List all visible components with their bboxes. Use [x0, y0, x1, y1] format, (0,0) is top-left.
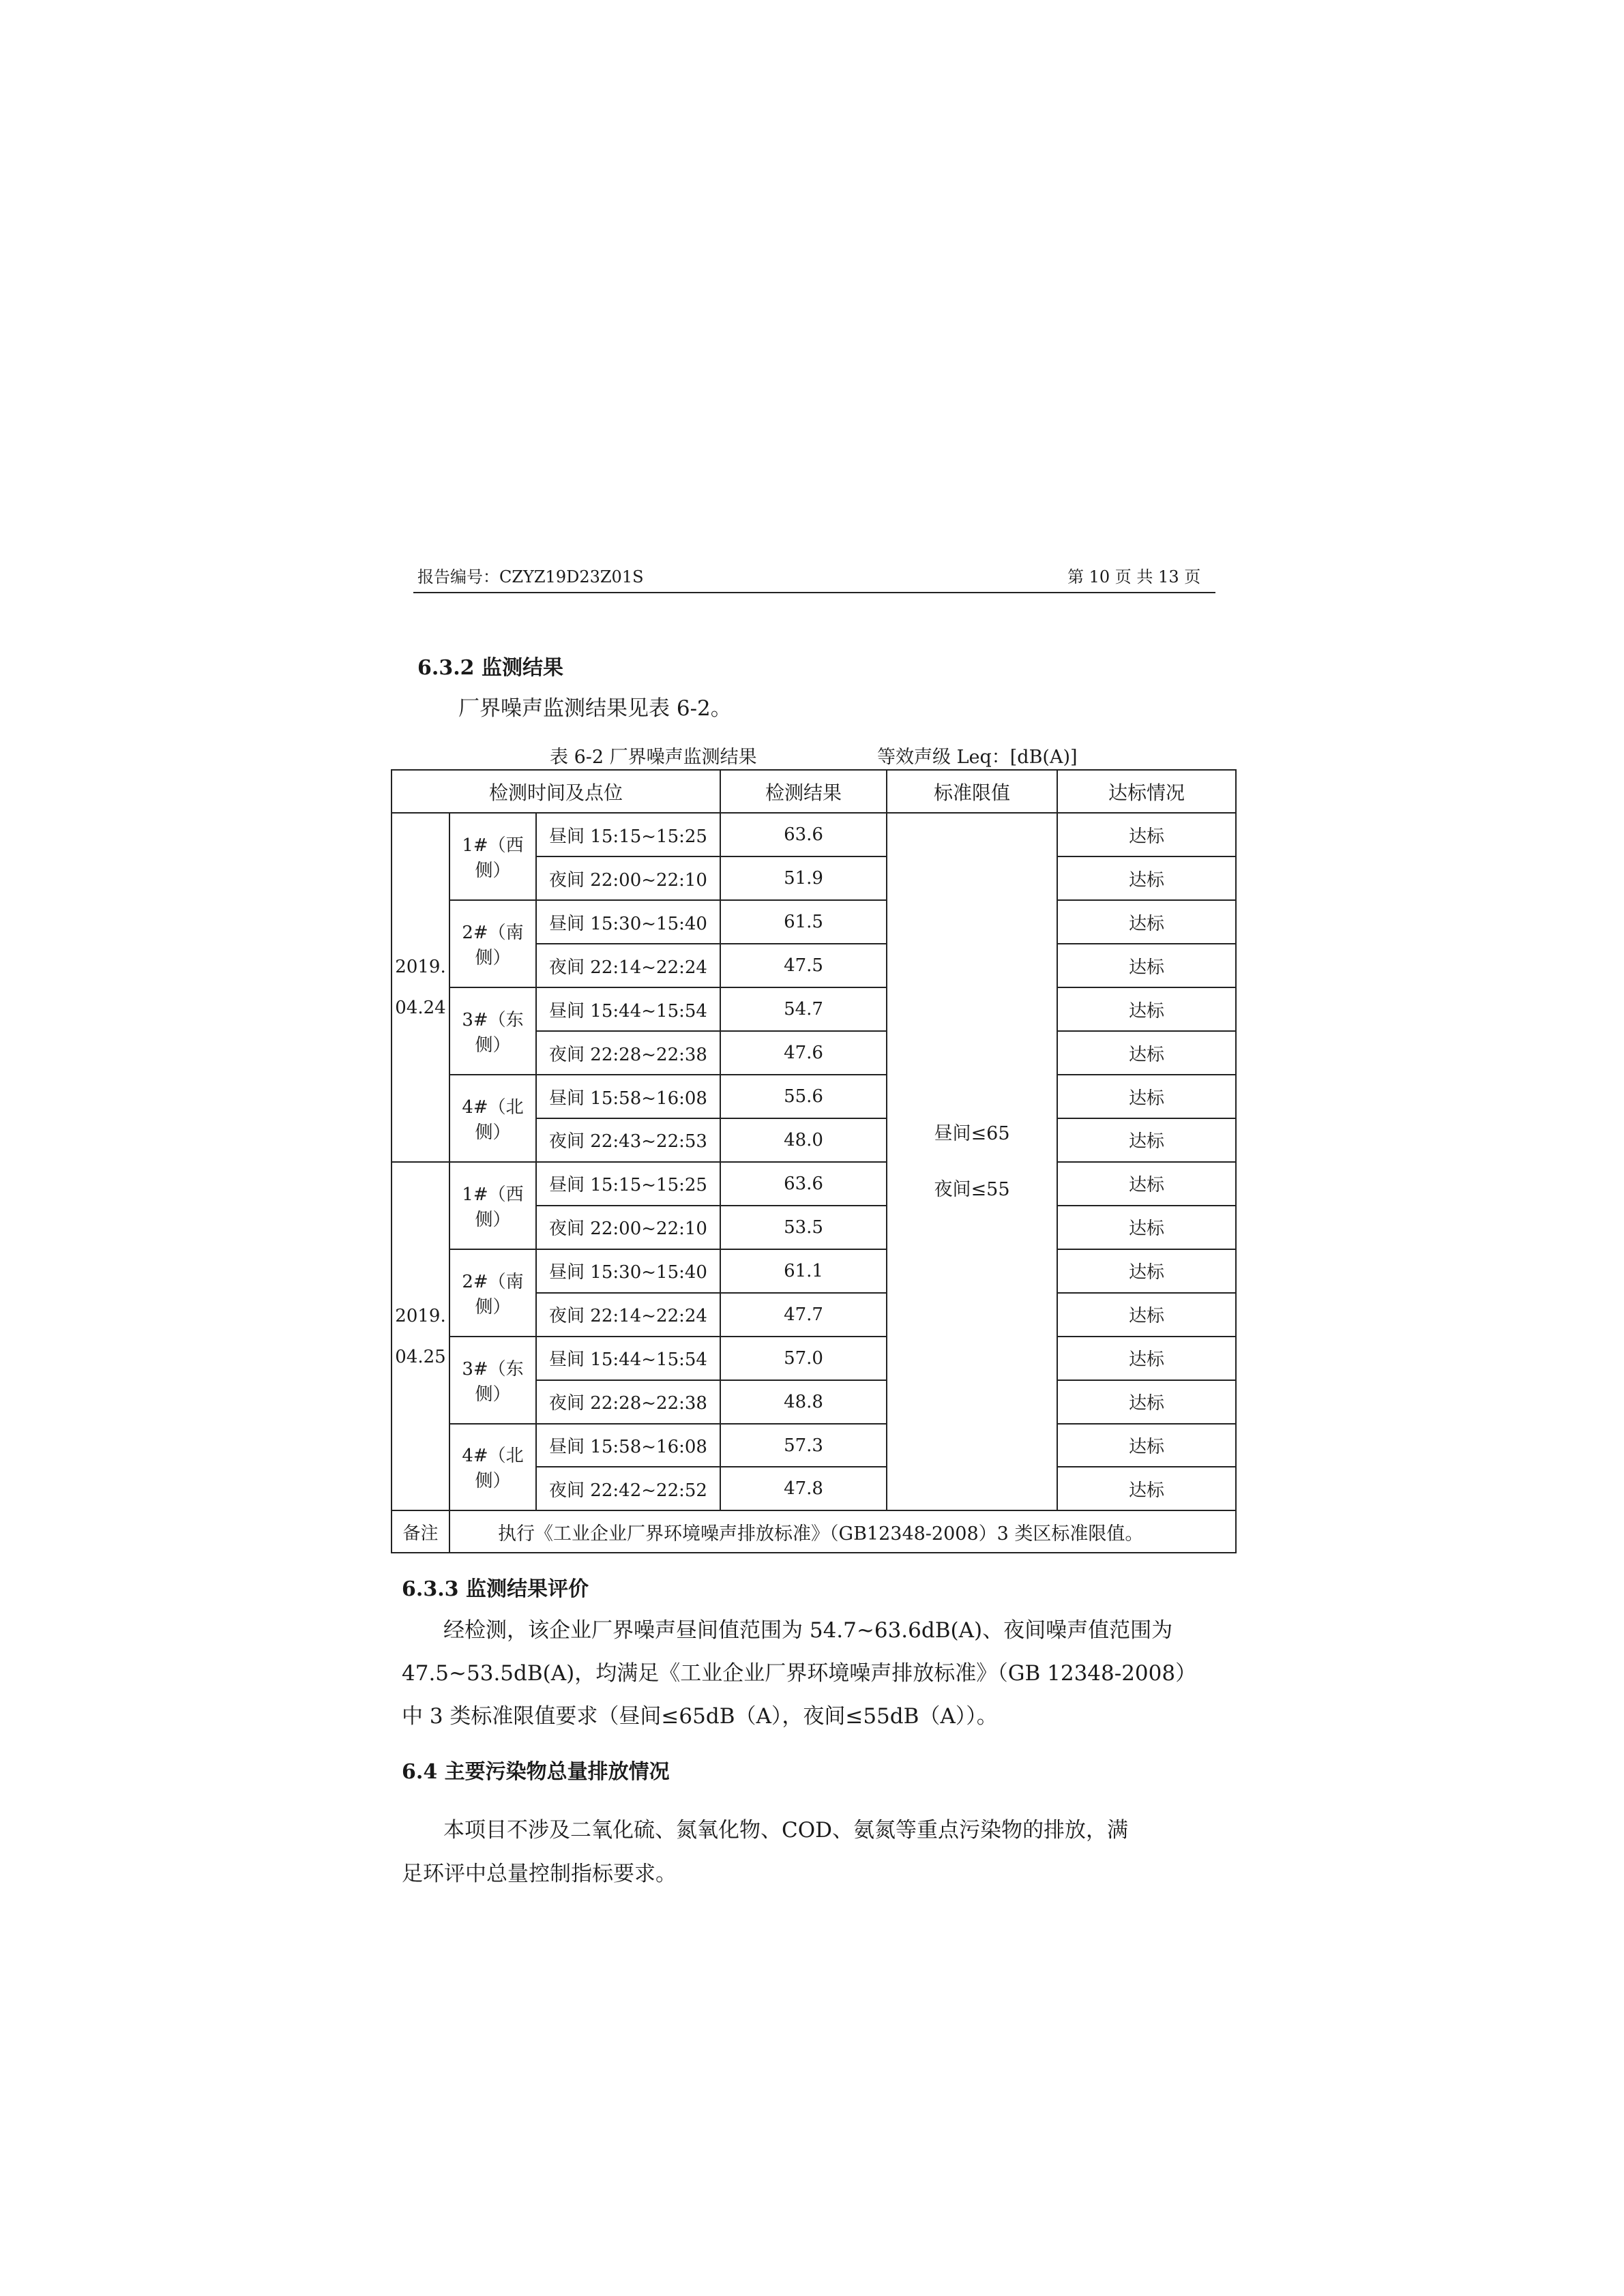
- status-cell: 达标: [1057, 1249, 1236, 1293]
- section-6-3-2-title: 6.3.2 监测结果: [417, 656, 563, 680]
- report-number: 报告编号：CZYZ19D23Z01S: [417, 567, 644, 586]
- time-cell: 夜间 22:42~22:52: [536, 1467, 720, 1510]
- time-cell: 昼间 15:15~15:25: [536, 1162, 720, 1206]
- table-unit: 等效声级 Leq：[dB(A)]: [877, 747, 1078, 768]
- result-cell: 57.0: [720, 1337, 887, 1380]
- time-cell: 昼间 15:44~15:54: [536, 987, 720, 1031]
- time-cell: 昼间 15:30~15:40: [536, 1249, 720, 1293]
- section-6-4-title: 6.4 主要污染物总量排放情况: [402, 1760, 670, 1784]
- table-row: [392, 987, 1236, 1031]
- evaluation-line: 47.5~53.5dB(A)，均满足《工业企业厂界环境噪声排放标准》（GB 12348-2008）: [402, 1661, 1197, 1686]
- status-cell: 达标: [1057, 944, 1236, 987]
- time-cell: 昼间 15:44~15:54: [536, 1337, 720, 1380]
- result-cell: 48.0: [720, 1118, 887, 1162]
- date-line: 04.24: [395, 998, 446, 1019]
- status-cell: 达标: [1057, 1424, 1236, 1467]
- time-cell: 昼间 15:58~16:08: [536, 1424, 720, 1467]
- table-row: [392, 1424, 1236, 1467]
- page-number: 第 10 页 共 13 页: [1067, 567, 1201, 586]
- status-cell: 达标: [1057, 1031, 1236, 1075]
- status-cell: 达标: [1057, 900, 1236, 944]
- date-line: 2019.: [395, 957, 446, 978]
- time-cell: 昼间 15:30~15:40: [536, 900, 720, 944]
- section-6-3-3-title: 6.3.3 监测结果评价: [402, 1577, 589, 1601]
- noise-results-table: [391, 769, 1237, 1553]
- status-cell: 达标: [1057, 1293, 1236, 1337]
- result-cell: 61.5: [720, 900, 887, 944]
- result-cell: 55.6: [720, 1075, 887, 1118]
- result-cell: 63.6: [720, 813, 887, 856]
- point-name: 1#（西侧）: [449, 1162, 536, 1249]
- time-cell: 夜间 22:43~22:53: [536, 1118, 720, 1162]
- note-text: 执行《工业企业厂界环境噪声排放标准》（GB12348-2008）3 类区标准限值。: [449, 1510, 1236, 1553]
- header-limit: 标准限值: [887, 770, 1057, 813]
- status-cell: 达标: [1057, 1337, 1236, 1380]
- status-cell: 达标: [1057, 1075, 1236, 1118]
- time-cell: 昼间 15:58~16:08: [536, 1075, 720, 1118]
- point-name: 2#（南侧）: [449, 1249, 536, 1337]
- header-rule: [413, 592, 1215, 593]
- table-row: [392, 900, 1236, 944]
- table-row: [392, 1249, 1236, 1293]
- date-cell: [392, 1162, 449, 1511]
- table-row: [392, 813, 1236, 856]
- limit-cell: [887, 813, 1057, 1510]
- table-caption: 表 6-2 厂界噪声监测结果: [550, 747, 757, 768]
- point-name: 4#（北侧）: [449, 1424, 536, 1511]
- result-cell: 48.8: [720, 1380, 887, 1424]
- table-row: [392, 1162, 1236, 1206]
- status-cell: 达标: [1057, 1380, 1236, 1424]
- time-cell: 夜间 22:00~22:10: [536, 856, 720, 900]
- section-6-3-2-intro: 厂界噪声监测结果见表 6-2。: [458, 696, 732, 721]
- status-cell: 达标: [1057, 1118, 1236, 1162]
- status-cell: 达标: [1057, 1162, 1236, 1206]
- time-cell: 昼间 15:15~15:25: [536, 813, 720, 856]
- status-cell: 达标: [1057, 1467, 1236, 1510]
- date-cell: [392, 813, 449, 1162]
- pollutant-line: 足环评中总量控制指标要求。: [402, 1862, 677, 1886]
- header-time-point: 检测时间及点位: [392, 770, 720, 813]
- result-cell: 54.7: [720, 987, 887, 1031]
- table-row: [392, 1075, 1236, 1118]
- status-cell: 达标: [1057, 1206, 1236, 1249]
- result-cell: 61.1: [720, 1249, 887, 1293]
- point-name: 2#（南侧）: [449, 900, 536, 987]
- result-cell: 47.5: [720, 944, 887, 987]
- time-cell: 夜间 22:00~22:10: [536, 1206, 720, 1249]
- result-cell: 47.7: [720, 1293, 887, 1337]
- limit-day: 昼间≤65: [934, 1122, 1010, 1144]
- time-cell: 夜间 22:14~22:24: [536, 944, 720, 987]
- time-cell: 夜间 22:14~22:24: [536, 1293, 720, 1337]
- header-result: 检测结果: [720, 770, 887, 813]
- result-cell: 57.3: [720, 1424, 887, 1467]
- point-name: 3#（东侧）: [449, 1337, 536, 1424]
- point-name: 4#（北侧）: [449, 1075, 536, 1162]
- date-line: 04.25: [395, 1346, 446, 1367]
- time-cell: 夜间 22:28~22:38: [536, 1031, 720, 1075]
- result-cell: 63.6: [720, 1162, 887, 1206]
- result-cell: 47.8: [720, 1467, 887, 1510]
- status-cell: 达标: [1057, 813, 1236, 856]
- table-row: [392, 1337, 1236, 1380]
- status-cell: 达标: [1057, 987, 1236, 1031]
- point-name: 3#（东侧）: [449, 987, 536, 1075]
- time-cell: 夜间 22:28~22:38: [536, 1380, 720, 1424]
- note-label: 备注: [392, 1510, 449, 1553]
- table-header-row: [392, 770, 1236, 813]
- note-row: [392, 1510, 1236, 1553]
- point-name: 1#（西侧）: [449, 813, 536, 900]
- result-cell: 51.9: [720, 856, 887, 900]
- date-line: 2019.: [395, 1305, 446, 1326]
- result-cell: 47.6: [720, 1031, 887, 1075]
- status-cell: 达标: [1057, 856, 1236, 900]
- pollutant-line: 本项目不涉及二氧化硫、氮氧化物、COD、氨氮等重点污染物的排放，满: [443, 1818, 1128, 1843]
- result-cell: 53.5: [720, 1206, 887, 1249]
- evaluation-line: 经检测，该企业厂界噪声昼间值范围为 54.7~63.6dB(A)、夜间噪声值范围为: [443, 1618, 1173, 1643]
- header-status: 达标情况: [1057, 770, 1236, 813]
- limit-night: 夜间≤55: [934, 1178, 1010, 1200]
- evaluation-line: 中 3 类标准限值要求（昼间≤65dB（A），夜间≤55dB（A））。: [402, 1704, 998, 1729]
